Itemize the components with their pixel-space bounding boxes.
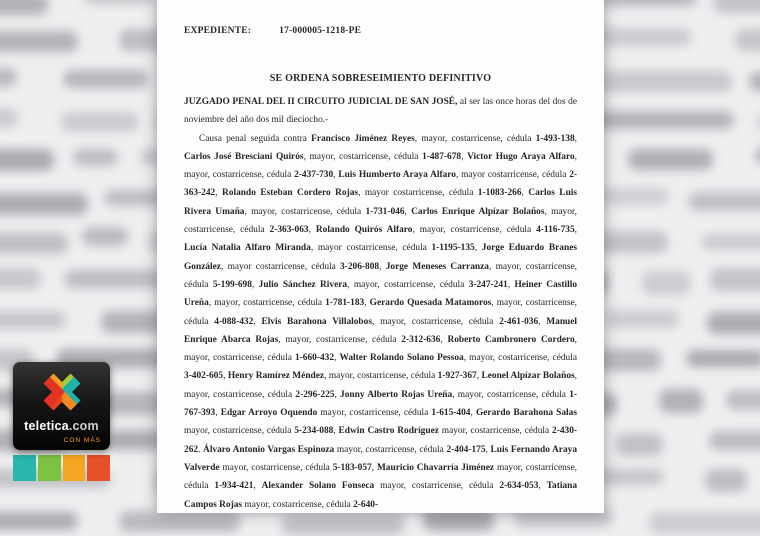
defendant-descriptor: mayor, costarricense, cédula: [317, 408, 432, 419]
defendant-cedula: 1-493-138: [535, 133, 575, 144]
defendant-cedula: 3-247-241: [468, 279, 508, 290]
defendant-name: Alexander Solano Fonseca: [261, 481, 375, 492]
defendant-name: Gerardo Barahona Salas: [475, 408, 577, 419]
brand-wordmark: [13, 419, 110, 433]
teletica-logo: [13, 362, 110, 481]
defendant-descriptor: , mayor, costarricense, cédula: [184, 151, 577, 181]
separator: ,: [253, 316, 262, 327]
color-block-green: [38, 455, 61, 481]
color-block-red: [87, 455, 110, 481]
separator: ,: [333, 426, 339, 437]
defendant-descriptor: , mayor, costarricense, cédula: [347, 279, 469, 290]
defendant-name: Heiner Castillo Ureña: [184, 279, 578, 309]
teletica-logo-box: [13, 362, 110, 450]
background-blur-blob: [82, 227, 129, 246]
background-blur-blob: [659, 389, 702, 413]
defendant-name: Francisco Jiménez Reyes: [311, 133, 415, 144]
document-title: SE ORDENA SOBRESEIMIENTO DEFINITIVO: [269, 73, 492, 84]
defendant-name: Álvaro Antonio Vargas Espinoza: [203, 444, 335, 455]
background-blur-blob: [705, 469, 747, 492]
separator: ,: [574, 225, 577, 236]
separator: ,: [485, 444, 491, 455]
background-blur-blob: [282, 513, 403, 536]
expediente-row: [184, 26, 577, 36]
brand-tagline: CON MÁS: [63, 437, 101, 444]
background-blur-blob: [0, 233, 68, 254]
defendant-name: Edwin Castro Rodríguez: [338, 426, 439, 437]
defendant-descriptor: , mayor, costarricense, cédula: [184, 298, 577, 327]
defendant-descriptor: , mayor, costarricense, cédula: [463, 353, 578, 364]
background-blur-blob: [63, 70, 150, 89]
background-blur-blob: [0, 31, 78, 52]
background-blur-blob: [713, 0, 760, 13]
defendant-name: Victor Hugo Araya Alfaro: [467, 151, 575, 162]
defendant-descriptor: mayor, costarricense, cédula: [374, 481, 500, 492]
defendant-cedula: 2-430-262: [184, 426, 578, 455]
defendant-descriptor: , mayor, costarricense, cédula: [324, 371, 438, 382]
separator: ,: [461, 151, 468, 162]
defendant-name: Walter Rolando Solano Pessoa: [339, 353, 464, 364]
defendant-descriptor: mayor, costarricense, cédula: [184, 426, 295, 437]
background-blur-blob: [590, 71, 732, 92]
defendant-cedula: 2-634-053: [499, 481, 539, 492]
separator: .: [198, 444, 204, 455]
defendant-descriptor: , mayor, costarricense, cédula: [414, 133, 536, 144]
court-heading: [184, 93, 577, 130]
background-blur-blob: [709, 431, 760, 450]
background-blur-blob: [688, 192, 760, 211]
defendant-cedula: 2-363-063: [269, 225, 309, 236]
background-blur-blob: [0, 108, 18, 128]
background-blur-blob: [588, 111, 734, 129]
defendant-cedula: 1-615-404: [431, 408, 471, 419]
defendant-name: Henry Ramírez Méndez: [227, 371, 325, 382]
defendant-descriptor: , mayor, costarricense, cédula: [278, 334, 402, 345]
defendant-descriptor: , mayor, costarricense, cédula: [184, 261, 578, 290]
background-blur-blob: [735, 29, 760, 52]
defendant-cedula: 2-640-: [353, 499, 379, 510]
separator: ,: [476, 371, 482, 382]
separator: ,: [334, 389, 341, 400]
logo-color-bar: [13, 455, 110, 481]
court-heading-rest: al ser las once horas del dos de noviembre del año dos mil dieciocho.-: [184, 97, 577, 126]
separator: ,: [371, 462, 377, 473]
paragraph-lead: Causa penal seguida contra: [199, 133, 312, 144]
defendant-descriptor: mayor, costarricense, cédula: [184, 462, 577, 492]
background-blur-blob: [108, 430, 162, 451]
background-blur-blob: [701, 234, 760, 251]
separator: ,: [538, 316, 547, 327]
separator: ,: [308, 225, 316, 236]
background-blur-blob: [649, 512, 760, 534]
defendant-name: Rolando Quirós Alfaro: [315, 225, 413, 236]
defendant-cedula: 1-767-393: [184, 389, 578, 419]
separator: ,: [251, 279, 259, 290]
defendant-cedula: 5-183-057: [332, 462, 372, 473]
background-blur-blob: [710, 268, 760, 291]
separator: ,: [538, 481, 547, 492]
color-block-teal: [13, 455, 36, 481]
separator: ,: [379, 261, 386, 272]
defendant-cedula: 2-363-242: [184, 170, 578, 199]
teletica-pinwheel-icon: [38, 368, 86, 416]
defendant-name: Jorge Meneses Carranza: [385, 261, 489, 272]
defendant-name: Tatiana Campos Rojas: [184, 481, 578, 510]
defendant-cedula: 3-402-605: [184, 371, 224, 382]
expediente-label: EXPEDIENTE:: [184, 26, 252, 36]
separator: ,: [253, 481, 262, 492]
background-blur-blob: [756, 147, 760, 164]
defendant-cedula: 2-312-636: [401, 334, 441, 345]
separator: ,: [470, 408, 476, 419]
defendant-descriptor: , mayor, costarricense, cédula: [452, 389, 570, 400]
separator: ,: [440, 334, 448, 345]
defendant-cedula: 5-199-698: [212, 279, 252, 290]
background-blur-blob: [64, 270, 166, 288]
defendant-name: Roberto Cambronero Cordero: [447, 334, 575, 345]
defendant-name: Carlos Enrique Alpízar Bolaños: [411, 206, 545, 217]
separator: ,: [334, 353, 340, 364]
defendant-cedula: 1-1195-135: [431, 243, 475, 254]
defendant-descriptor: , mayor, costarricense, cédula: [244, 206, 366, 217]
defendant-cedula: 2-461-036: [499, 316, 539, 327]
defendant-cedula: 1-934-421: [214, 481, 254, 492]
defendant-cedula: 1-781-183: [325, 298, 365, 309]
defendant-descriptor: , mayor, costarricense, cédula: [303, 151, 423, 162]
defendant-descriptor: , mayor costarricense, cédula: [455, 170, 570, 181]
separator: ,: [333, 170, 339, 181]
background-blur-blob: [616, 433, 663, 455]
separator: ,: [404, 206, 412, 217]
defendant-name: Mauricio Chavarría Jiménez: [376, 462, 495, 473]
defendant-descriptor: mayor, costarricense, cédula: [219, 462, 333, 473]
background-blur-blob: [726, 390, 760, 410]
defendant-cedula: 4-116-735: [536, 225, 575, 236]
expediente-number: 17-000005-1218-PE: [279, 26, 362, 36]
separator: ,: [223, 371, 228, 382]
background-blur-blob: [605, 310, 680, 328]
separator: ,: [521, 188, 529, 199]
defendant-descriptor: , mayor, costarricense, cédula: [184, 206, 578, 236]
defendant-descriptor: , mayor costarricense, cédula: [220, 261, 341, 272]
defendant-cedula: 2-296-225: [295, 389, 335, 400]
defendant-cedula: 2-404-175: [446, 444, 486, 455]
defendant-descriptor: , mayor, costarricense, cédula: [184, 371, 578, 400]
separator: ,: [474, 243, 482, 254]
separator: ,: [215, 408, 221, 419]
background-blur-blob: [749, 72, 760, 92]
defendant-name: Lucía Natalia Alfaro Miranda: [184, 243, 311, 254]
defendant-name: Gerardo Quesada Matamoros: [369, 298, 492, 309]
defendant-descriptor: , mayor costarricense, cédula: [358, 188, 478, 199]
defendant-name: Jonny Alberto Rojas Ureña: [340, 389, 453, 400]
background-blur-blob: [707, 312, 760, 334]
background-blur-blob: [0, 68, 17, 87]
defendant-cedula: 1-660-432: [294, 353, 335, 364]
background-blur-blob: [0, 149, 54, 171]
defendant-descriptor: mayor, costarricense, cédula: [334, 444, 447, 455]
defendant-name: Leonel Alpízar Bolaños: [481, 371, 575, 382]
brand-domain: .com: [68, 419, 99, 433]
defendant-cedula: 3-206-808: [340, 261, 380, 272]
defendant-cedula: 2-437-730: [294, 170, 334, 181]
defendant-name: Julio Sánchez Rivera: [258, 279, 348, 290]
defendant-descriptor: mayor, costarricense, cédula: [438, 426, 553, 437]
separator: ,: [574, 133, 577, 144]
defendant-name: Edgar Arroyo Oquendo: [220, 408, 318, 419]
defendant-descriptor: , mayor, costarricense, cédula: [208, 298, 326, 309]
separator: ,: [215, 188, 223, 199]
defendant-descriptor: , mayor, costarricense, cédula: [412, 225, 537, 236]
court-name: JUZGADO PENAL DEL II CIRCUITO JUDICIAL DE SAN JOSÉ,: [184, 97, 458, 107]
defendant-cedula: 4-088-432: [214, 316, 254, 327]
defendant-cedula: 5-234-088: [294, 426, 334, 437]
background-blur-blob: [686, 350, 760, 367]
background-blur-blob: [0, 193, 88, 216]
background-blur-blob: [61, 112, 139, 132]
background-blur-blob: [0, 512, 78, 530]
defendant-descriptor: , mayor, costarricense, cédula: [371, 316, 500, 327]
background-blur-blob: [0, 268, 41, 289]
defendant-name: Carlos Luis Rivera Umaña: [184, 188, 578, 217]
background-blur-blob: [0, 311, 66, 329]
separator: ,: [364, 298, 370, 309]
defendant-name: Carlos José Bresciani Quirós: [184, 151, 304, 162]
brand-name: teletica: [24, 419, 69, 433]
defendant-name: Manuel Enrique Abarca Rojas: [184, 316, 578, 345]
defendant-cedula: 1-1083-266: [477, 188, 522, 199]
background-blur-blob: [628, 149, 713, 170]
defendant-descriptor: mayor, costarricense, cédula: [242, 499, 354, 510]
defendant-name: Luis Fernando Araya Valverde: [184, 444, 578, 473]
defendant-descriptor: , mayor costarricense, cédula: [310, 243, 432, 254]
defendant-cedula: 1-731-046: [365, 206, 405, 217]
defendant-descriptor: , mayor, costarricense, cédula: [184, 334, 578, 364]
court-document-page: [157, 0, 604, 513]
defendants-paragraph: [184, 130, 577, 514]
color-block-orange: [63, 455, 86, 481]
defendant-name: Rolando Esteban Cordero Rojas: [222, 188, 359, 199]
background-blur-blob: [119, 511, 240, 532]
separator: ,: [507, 279, 515, 290]
background-blur-blob: [73, 149, 118, 166]
defendant-cedula: 1-927-367: [437, 371, 477, 382]
background-blur-blob: [642, 271, 690, 295]
background-blur-blob: [0, 0, 48, 15]
defendant-cedula: 1-487-678: [422, 151, 462, 162]
defendant-name: Elvis Barahona Villalobos: [261, 316, 372, 327]
defendant-name: Luis Humberto Araya Alfaro: [338, 170, 456, 181]
defendant-name: Jorge Eduardo Branes González: [184, 243, 578, 272]
